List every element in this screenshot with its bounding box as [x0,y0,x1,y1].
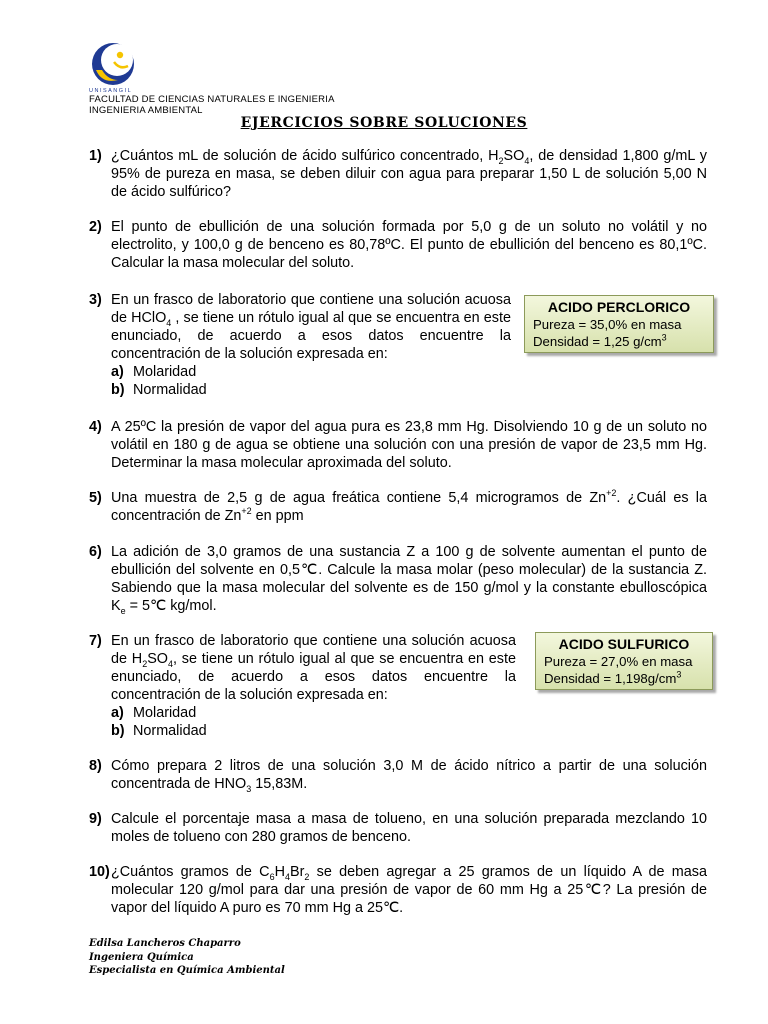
label-box-title: ACIDO SULFURICO [558,636,690,652]
exercise-text: A 25ºC la presión de vapor del agua pura es 23,8 mm Hg. Disolviendo 10 g de un soluto no volátil en 180 g de agua se obtiene una solución con una presión de vapor de 23,5 mm Hg. Determinar la masa molecular aproximada del soluto. [111,419,707,471]
brand-name: UNISANGIL [89,88,133,94]
exercise-number: 5) [89,490,102,506]
author-name: Edilsa Lancheros Chaparro [89,938,241,949]
institution-header [89,88,335,116]
exercise-10 [89,863,707,917]
exercise-number: 9) [89,811,102,827]
label-box-purity: Pureza = 35,0% en masa [533,317,682,332]
exercise-text: En un frasco de laboratorio que contiene una solución acuosa de HClO$_4$ , se tiene un rótulo igual al que se encuentra en este enunciado, de acuerdo a esos datos encuentre la concentración de la solución expresada en: a) Molaridad b) Normalidad [111,292,511,398]
exercise-2 [89,218,707,272]
exercise-text: La adición de 3,0 gramos de una sustancia Z a 100 g de solvente aumentan el punto de ebullición del solvente en 0,5℃. Calcule la masa molar (peso molecular) de la sustancia Z. Sabiendo que la masa molecular del solvente es de 150 g/mol y la constante ebulloscópica $K_e$ = 5℃ kg/mol. [111,544,707,616]
exercise-text: Calcule el porcentaje masa a masa de tolueno, en una solución preparada mezclando 10 moles de tolueno con 280 gramos de benceno. [111,811,707,845]
label-box-sulfurico [535,632,713,690]
exercise-text: En un frasco de laboratorio que contiene una solución acuosa de $H_2SO_4$, se tiene un rótulo igual al que se encuentra en este enunciado, de acuerdo a esos datos encuentre la concentración de la solución expresada en: a) Molaridad b) Normalidad [111,633,516,739]
exercise-8 [89,757,707,793]
exercise-number: 1) [89,148,102,164]
author-role: Ingeniera Química [89,951,194,963]
exercise-number: 3) [89,292,102,308]
exercise-6 [89,543,707,615]
option-b: b) Normalidad [111,382,207,398]
author-specialty: Especialista en Química Ambiental [89,965,285,976]
exercise-number: 2) [89,219,102,235]
exercise-4 [89,418,707,472]
author-footer [89,937,285,978]
label-box-title: ACIDO PERCLORICO [547,299,691,315]
exercise-text: Una muestra de 2,5 g de agua freática contiene 5,4 microgramos de $Zn^{+2}$. ¿Cuál es la concentración de $Zn^{+2}$ en ppm [111,488,707,524]
exercise-number: 10) [89,864,110,880]
exercise-text: ¿Cuántos gramos de $C_6H_4Br_2$ se deben agregar a 25 gramos de un líquido A de masa molecular 120 g/mol para dar una presión de vapor de 60 mm Hg a 25℃? La presión de vapor del líquido A puro es 70 mm Hg a 25℃. [111,864,707,916]
exercise-number: 6) [89,544,102,560]
exercise-text: Cómo prepara 2 litros de una solución 3,0 M de ácido nítrico a partir de una solución concentrada de $HNO_3$ 15,83M. [111,758,707,794]
exercise-text: ¿Cuántos mL de solución de ácido sulfúrico concentrado, $H_2SO_4$, de densidad 1,800 g/mL y 95% de pureza en masa, se deben diluir con agua para preparar 1,50 L de solución 5,00 N de ácido sulfúrico? [111,148,707,200]
label-box-density: Densidad = 1,25 $g/cm^3$ [533,332,667,349]
exercise-number: 8) [89,758,102,774]
option-b: b) Normalidad [111,723,207,739]
exercise-9 [89,810,707,846]
exercise-number: 4) [89,419,102,435]
faculty-name: FACULTAD DE CIENCIAS NATURALES E INGENIERIA [89,94,335,105]
label-box-purity: Pureza = 27,0% en masa [544,654,693,669]
label-box-perclorico [524,295,714,353]
exercise-number: 7) [89,633,102,649]
option-a: a) Molaridad [111,705,197,721]
university-logo-icon [88,40,138,88]
option-a: a) Molaridad [111,364,197,380]
exercise-text: El punto de ebullición de una solución formada por 5,0 g de un soluto no volátil y no electrolito, y 100,0 g de benceno es 80,78ºC. El punto de ebullición del benceno es 80,1ºC. Calcular la masa molecular del soluto. [111,219,707,271]
page-title: EJERCICIOS SOBRE SOLUCIONES [240,115,528,131]
program-name: INGENIERIA AMBIENTAL [89,105,203,116]
label-box-density: Densidad = $1,198g/cm^3$ [544,669,682,686]
exercise-5 [89,489,707,525]
exercise-1 [89,147,707,201]
